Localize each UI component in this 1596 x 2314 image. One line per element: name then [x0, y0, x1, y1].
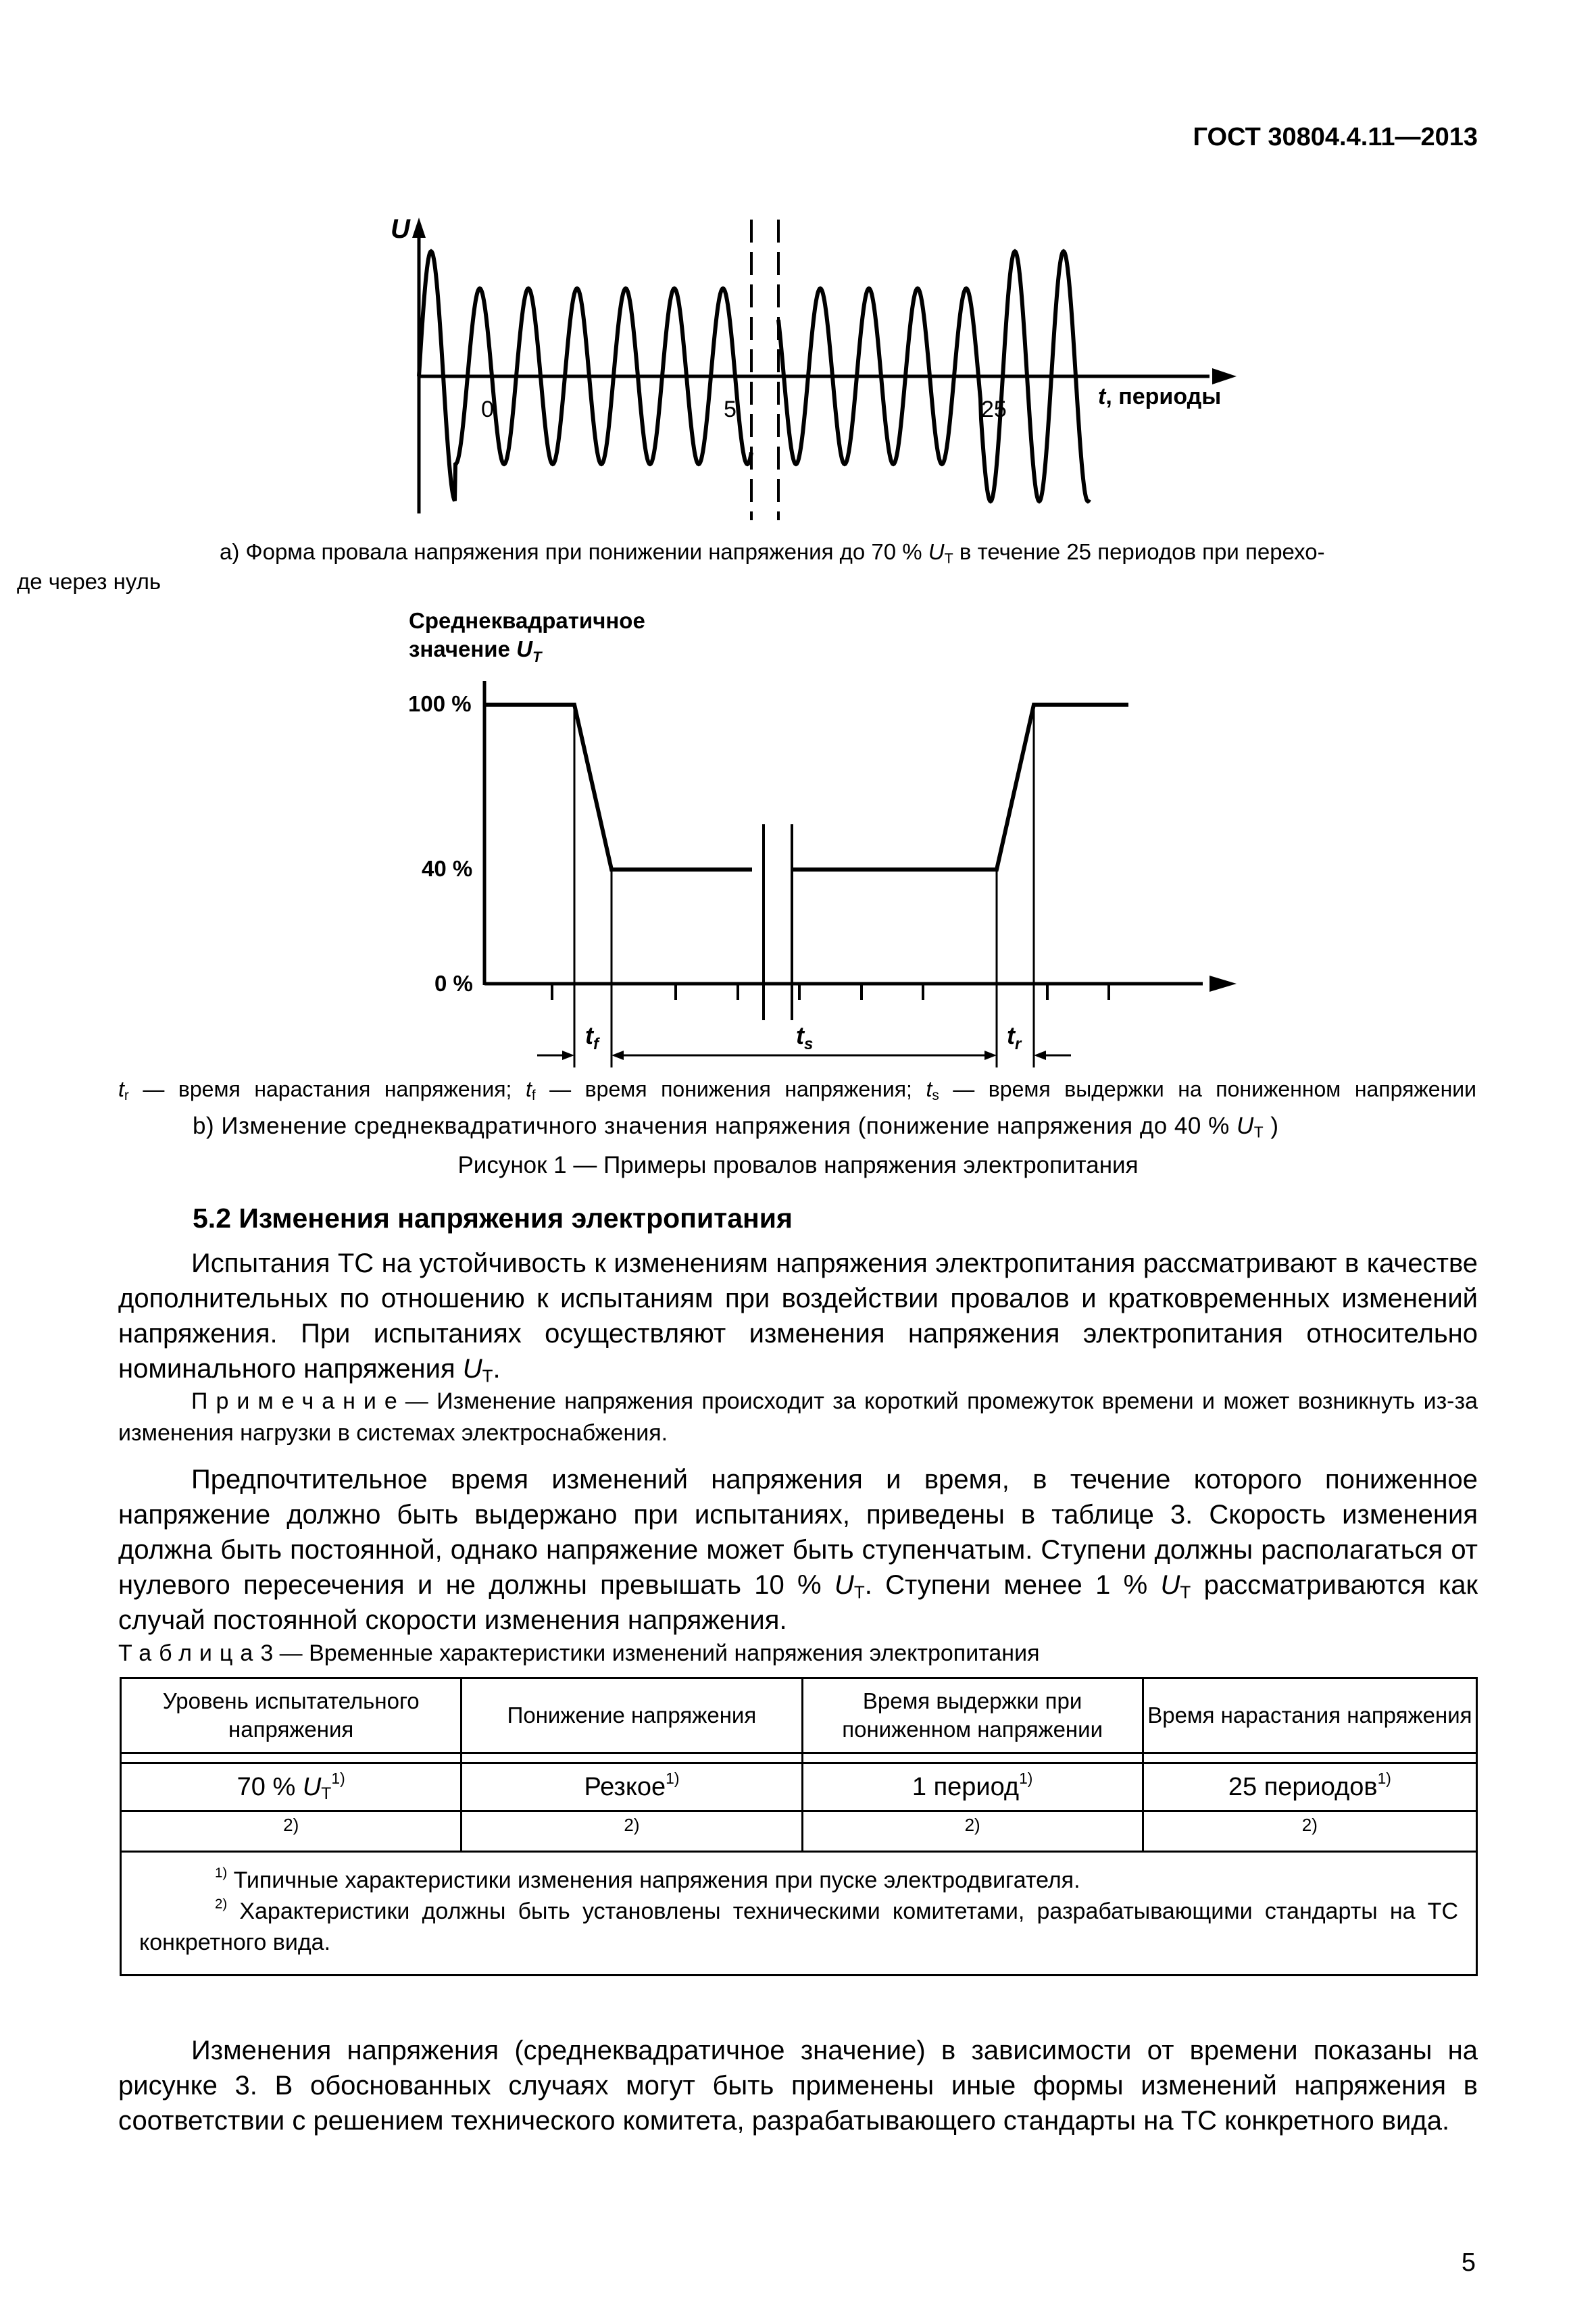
table-cell: 2): [462, 1811, 802, 1852]
figure-b-y-title-line1: Среднеквадратичное: [409, 608, 645, 633]
table-header-cell: Уровень испытательного напряжения: [121, 1678, 462, 1753]
legend-tf-sub: f: [531, 1088, 536, 1104]
table-spacer-row: [121, 1753, 1477, 1763]
figure-b-caption-end: ): [1264, 1113, 1279, 1139]
figure-a-caption-ut: U: [928, 539, 945, 564]
figure-b-label-0: 0 %: [434, 971, 473, 996]
figure-b-tr-label: $t_r$: [1007, 1022, 1022, 1053]
legend-ts-sub: s: [932, 1088, 939, 1104]
para1-ut-sub: T: [482, 1365, 493, 1386]
note-label: Примечание: [191, 1388, 405, 1414]
figure-b-rms-line-left: [484, 705, 752, 870]
para2-text-b: . Ступени менее 1 %: [864, 1570, 1161, 1600]
para1-text: Испытания ТС на устойчивость к изменениям напряжения электропитания рассматривают в качестве дополнительных по отношению к испытаниям при воздействии провалов и кратковременных изменений напряжения. При испытаниях осуществляют изменения напряжения электропитания относительно номинального напряжения: [118, 1249, 1478, 1384]
figure-a-y-label: U: [391, 214, 410, 244]
table-cell: 70 % $U_T^{1)}$: [121, 1763, 462, 1811]
section-paragraph-1: [118, 1246, 1478, 1386]
figure-a-tick-0: 0: [481, 397, 494, 422]
figure-a-caption-line2: де через нуль: [17, 569, 161, 594]
legend-tr-sub: r: [124, 1088, 129, 1104]
table-footnote-1: $^{1)}$ Типичные характеристики изменения напряжения при пуске электродвигателя.: [215, 1865, 1080, 1893]
figure-a-caption-ut-sub: T: [944, 550, 953, 567]
legend-tr: t: [118, 1077, 124, 1101]
figure-b-ts-label: $t_s$: [796, 1022, 814, 1053]
page-number: 5: [1461, 2248, 1476, 2277]
table-3: [120, 1677, 1478, 1976]
para1-ut: U: [462, 1354, 482, 1384]
para2-ut2: U: [1160, 1570, 1180, 1600]
section-note: [118, 1386, 1478, 1449]
figure-b-x-ticks: [552, 984, 1109, 1000]
table-3-caption-text: 3 — Временные характеристики изменений напряжения электропитания: [260, 1640, 1040, 1666]
figure-a-x-label-rest: , периоды: [1105, 384, 1222, 409]
legend-tf-text: — время понижения напряжения;: [535, 1077, 926, 1101]
table-row: [121, 1811, 1477, 1852]
table-cell: 25 периодов$^{1)}$: [1143, 1763, 1476, 1811]
figure-b-tf-label: $t_f$: [585, 1022, 599, 1053]
legend-ts-text: — время выдержки на пониженном напряжении: [939, 1077, 1477, 1101]
document-header: ГОСТ 30804.4.11—2013: [1193, 123, 1478, 151]
figure-a-caption-text-end: в течение 25 периодов при перехо-: [953, 539, 1325, 564]
figure-b-rms-chart: [0, 595, 1596, 1081]
figure-a-caption: [17, 537, 1476, 597]
legend-ts: t: [926, 1077, 932, 1101]
figure-a-waveform: [0, 0, 1596, 534]
table-cell: 2): [1143, 1811, 1476, 1852]
table-header-cell: Время нарастания напряжения: [1143, 1678, 1476, 1753]
figure-b-label-40: 40 %: [422, 856, 473, 881]
figure-b-caption-ut: U: [1236, 1113, 1254, 1139]
figure-1-caption: Рисунок 1 — Примеры провалов напряжения электропитания: [457, 1152, 1139, 1178]
table-3-caption-label: Таблица: [118, 1640, 261, 1666]
figure-b-x-arrow: [1210, 976, 1237, 992]
figure-a-x-arrow: [1212, 368, 1237, 384]
table-cell: 2): [121, 1811, 462, 1852]
para2-ut2-sub: T: [1180, 1582, 1191, 1603]
table-footnotes: [121, 1852, 1477, 1976]
figure-b-y-title-line2: значение $U_T$: [409, 636, 542, 665]
para1-end: .: [493, 1354, 501, 1384]
figure-a-x-label: t, периоды: [1098, 384, 1222, 409]
table-cell: Резкое$^{1)}$: [462, 1763, 802, 1811]
table-cell: 1 период$^{1)}$: [802, 1763, 1143, 1811]
figure-b-caption: [193, 1113, 1279, 1140]
figure-a-caption-text: a) Форма провала напряжения при понижении напряжения до 70 %: [220, 539, 928, 564]
note-text: — Изменение напряжения происходит за короткий промежуток времени и может возникнуть из-за изменения нагрузки в системах электроснабжения.: [118, 1388, 1478, 1446]
section-paragraph-2: [118, 1462, 1478, 1638]
table-header-cell: Время выдержки при пониженном напряжении: [802, 1678, 1143, 1753]
table-header-cell: Понижение напряжения: [462, 1678, 802, 1753]
closing-paragraph: Изменения напряжения (среднеквадратичное значение) в зависимости от времени показаны на рисунке 3. В обоснованных случаях могут быть применены иные формы изменений напряжения в соответствии с решением технического комитета, разрабатывающего стандарты на ТС конкретного вида.: [118, 2036, 1478, 2136]
table-footnote-2: $^{2)}$ Характеристики должны быть установлены техническими комитетами, разрабатывающими стандарты на ТС конкретного вида.: [139, 1896, 1458, 1955]
section-title: 5.2 Изменения напряжения электропитания: [193, 1203, 793, 1234]
legend-tr-text: — время нарастания напряжения;: [128, 1077, 526, 1101]
para2-text-c: рассматриваются как случай постоянной скорости изменения напряжения.: [118, 1570, 1478, 1635]
figure-b-label-100: 100 %: [408, 691, 472, 716]
figure-b-rms-line-right: [792, 705, 1128, 870]
figure-b-caption-ut-sub: T: [1253, 1123, 1264, 1141]
figure-b-legend: [118, 1077, 1476, 1102]
table-footnotes-row: [121, 1852, 1477, 1976]
table-cell: 2): [802, 1811, 1143, 1852]
table-row: [121, 1763, 1477, 1811]
figure-b-caption-text: b) Изменение среднеквадратичного значения напряжения (понижение напряжения до 40 %: [193, 1113, 1237, 1139]
figure-a-tick-5: 5: [724, 397, 737, 422]
para2-text-a: Предпочтительное время изменений напряжения и время, в течение которого пониженное напряжение должно быть выдержано при испытаниях, приведены в таблице 3. Скорость изменения должна быть постоянной, однако напряжение может быть ступенчатым. Ступени должны располагаться от нулевого пересечения и не должны превышать 10 %: [118, 1465, 1478, 1600]
table-header-row: [121, 1678, 1477, 1753]
para2-ut1-sub: T: [853, 1582, 865, 1603]
para2-ut1: U: [834, 1570, 854, 1600]
figure-a-y-arrow: [412, 218, 426, 238]
legend-tf: t: [525, 1077, 532, 1101]
figure-a-tick-25: 25: [981, 397, 1007, 422]
table-3-caption: [118, 1640, 1039, 1667]
